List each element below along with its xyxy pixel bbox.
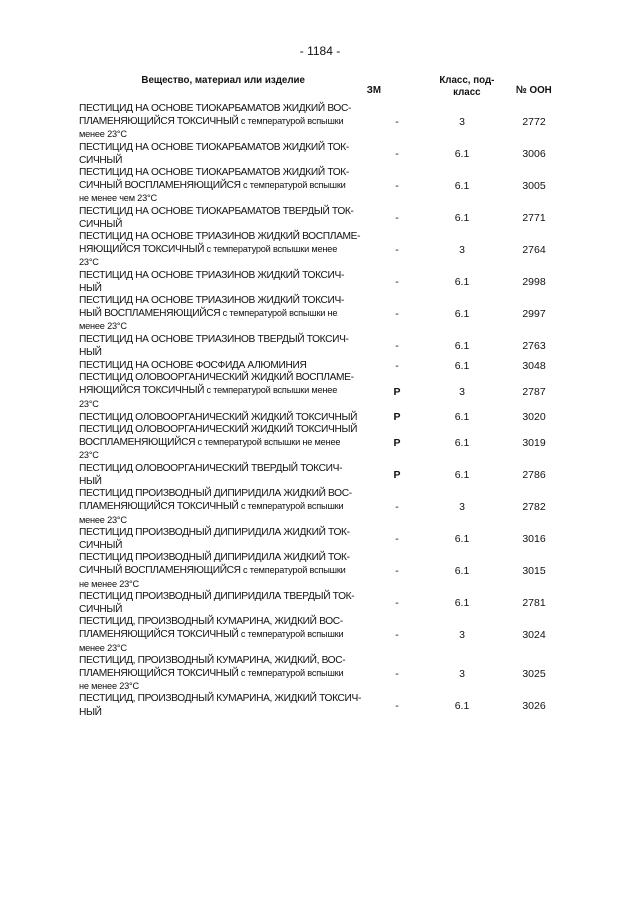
substance-note: с температурой вспышки менее 23°C bbox=[79, 501, 344, 525]
class-cell: 6.1 bbox=[454, 212, 470, 225]
table-row bbox=[79, 206, 619, 231]
un-number-cell: 3016 bbox=[522, 533, 546, 546]
class-cell: 6.1 bbox=[454, 469, 470, 482]
substance-cell bbox=[79, 655, 369, 694]
class-cell: 6.1 bbox=[454, 411, 470, 424]
marine-pollutant-cell: - bbox=[395, 340, 399, 353]
class-cell: 6.1 bbox=[454, 359, 470, 372]
class-cell: 3 bbox=[459, 244, 465, 257]
substance-table bbox=[79, 103, 619, 719]
un-number-cell: 3048 bbox=[522, 359, 546, 372]
un-number-cell: 2763 bbox=[522, 340, 546, 353]
marine-pollutant-cell: - bbox=[395, 501, 399, 514]
substance-name: ПЕСТИЦИД НА ОСНОВЕ ТИОКАРБАМАТОВ ЖИДКИЙ ВОС- ПЛАМЕНЯЮЩИЙСЯ ТОКСИЧНЫЙ bbox=[79, 103, 352, 128]
substance-name: ПЕСТИЦИД НА ОСНОВЕ ТИОКАРБАМАТОВ ТВЕРДЫЙ ТОК- СИЧНЫЙ bbox=[79, 205, 354, 230]
class-cell: 3 bbox=[459, 116, 465, 129]
substance-cell bbox=[79, 359, 369, 372]
substance-name: ПЕСТИЦИД НА ОСНОВЕ ТРИАЗИНОВ ЖИДКИЙ ТОКСИЧ- НЫЙ ВОСПЛАМЕНЯЮЩИЙСЯ bbox=[79, 295, 344, 320]
substance-name: ПЕСТИЦИД НА ОСНОВЕ ТРИАЗИНОВ ЖИДКИЙ ТОКСИЧ- НЫЙ bbox=[79, 269, 344, 294]
table-row bbox=[79, 424, 619, 463]
class-cell: 6.1 bbox=[454, 565, 470, 578]
un-number-cell: 3026 bbox=[522, 700, 546, 713]
substance-cell bbox=[79, 488, 369, 527]
class-cell: 6.1 bbox=[454, 276, 470, 289]
table-row bbox=[79, 334, 619, 359]
class-cell: 6.1 bbox=[454, 533, 470, 546]
header-substance: Вещество, материал или изделие bbox=[141, 74, 305, 86]
substance-name: ПЕСТИЦИД, ПРОИЗВОДНЫЙ КУМАРИНА, ЖИДКИЙ, ВОС- ПЛАМЕНЯЮЩИЙСЯ ТОКСИЧНЫЙ bbox=[79, 654, 346, 679]
page-number: - 1184 - bbox=[299, 44, 341, 58]
marine-pollutant-cell: - bbox=[395, 148, 399, 161]
class-cell: 3 bbox=[459, 629, 465, 642]
substance-name: ПЕСТИЦИД, ПРОИЗВОДНЫЙ КУМАРИНА, ЖИДКИЙ ВОС- ПЛАМЕНЯЮЩИЙСЯ ТОКСИЧНЫЙ bbox=[79, 616, 343, 641]
class-cell: 6.1 bbox=[454, 700, 470, 713]
table-row bbox=[79, 142, 619, 167]
substance-cell bbox=[79, 411, 369, 424]
table-row bbox=[79, 295, 619, 334]
un-number-cell: 3015 bbox=[522, 565, 546, 578]
un-number-cell: 3024 bbox=[522, 629, 546, 642]
marine-pollutant-cell: - bbox=[395, 276, 399, 289]
table-row bbox=[79, 411, 619, 424]
substance-note: с температурой вспышки менее 23°C bbox=[79, 116, 344, 140]
table-row bbox=[79, 693, 619, 718]
substance-name: ПЕСТИЦИД НА ОСНОВЕ ТИОКАРБАМАТОВ ЖИДКИЙ ТОК- СИЧНЫЙ ВОСПЛАМЕНЯЮЩИЙСЯ bbox=[79, 167, 349, 192]
marine-pollutant-cell: - bbox=[395, 533, 399, 546]
un-number-cell: 2772 bbox=[522, 116, 546, 129]
un-number-cell: 2764 bbox=[522, 244, 546, 257]
substance-name: ПЕСТИЦИД ПРОИЗВОДНЫЙ ДИПИРИДИЛА ЖИДКИЙ ВОС- ПЛАМЕНЯЮЩИЙСЯ ТОКСИЧНЫЙ bbox=[79, 488, 352, 513]
marine-pollutant-cell: - bbox=[395, 565, 399, 578]
substance-name: ПЕСТИЦИД ОЛОВООРГАНИЧЕСКИЙ ЖИДКИЙ ВОСПЛАМЕ- НЯЮЩИЙСЯ ТОКСИЧНЫЙ bbox=[79, 372, 354, 397]
substance-name: ПЕСТИЦИД ОЛОВООРГАНИЧЕСКИЙ ЖИДКИЙ ТОКСИЧНЫЙ ВОСПЛАМЕНЯЮЩИЙСЯ bbox=[79, 424, 358, 449]
substance-name: ПЕСТИЦИД НА ОСНОВЕ ТИОКАРБАМАТОВ ЖИДКИЙ ТОК- СИЧНЫЙ bbox=[79, 141, 349, 166]
substance-cell bbox=[79, 142, 369, 167]
class-cell: 6.1 bbox=[454, 180, 470, 193]
un-number-cell: 3006 bbox=[522, 148, 546, 161]
header-class: Класс, под- класс bbox=[439, 74, 495, 98]
table-row bbox=[79, 488, 619, 527]
class-cell: 6.1 bbox=[454, 148, 470, 161]
header-marine-pollutant: ЗМ bbox=[366, 84, 381, 96]
class-cell: 6.1 bbox=[454, 308, 470, 321]
table-row bbox=[79, 463, 619, 488]
un-number-cell: 2787 bbox=[522, 385, 546, 398]
un-number-cell: 3019 bbox=[522, 437, 546, 450]
substance-note: с температурой вспышки не менее 23°C bbox=[79, 437, 341, 461]
un-number-cell: 2771 bbox=[522, 212, 546, 225]
substance-cell bbox=[79, 167, 369, 206]
class-cell: 6.1 bbox=[454, 437, 470, 450]
substance-note: с температурой вспышки менее 23°C bbox=[79, 385, 338, 409]
substance-name: ПЕСТИЦИД НА ОСНОВЕ ТРИАЗИНОВ ЖИДКИЙ ВОСПЛАМЕ- НЯЮЩИЙСЯ ТОКСИЧНЫЙ bbox=[79, 231, 361, 256]
un-number-cell: 2997 bbox=[522, 308, 546, 321]
marine-pollutant-cell: P bbox=[393, 437, 401, 450]
substance-cell bbox=[79, 552, 369, 591]
table-row bbox=[79, 167, 619, 206]
un-number-cell: 2998 bbox=[522, 276, 546, 289]
substance-name: ПЕСТИЦИД ОЛОВООРГАНИЧЕСКИЙ ТВЕРДЫЙ ТОКСИЧ- НЫЙ bbox=[79, 462, 343, 487]
substance-name: ПЕСТИЦИД ПРОИЗВОДНЫЙ ДИПИРИДИЛА ЖИДКИЙ ТОК- СИЧНЫЙ ВОСПЛАМЕНЯЮЩИЙСЯ bbox=[79, 552, 350, 577]
marine-pollutant-cell: - bbox=[395, 668, 399, 681]
substance-name: ПЕСТИЦИД ПРОИЗВОДНЫЙ ДИПИРИДИЛА ЖИДКИЙ ТОК- СИЧНЫЙ bbox=[79, 526, 350, 551]
marine-pollutant-cell: P bbox=[393, 385, 401, 398]
substance-note: с температурой вспышки не менее 23°C bbox=[79, 565, 346, 589]
table-row bbox=[79, 616, 619, 655]
class-cell: 3 bbox=[459, 501, 465, 514]
un-number-cell: 3020 bbox=[522, 411, 546, 424]
substance-cell bbox=[79, 231, 369, 270]
marine-pollutant-cell: P bbox=[393, 411, 401, 424]
substance-name: ПЕСТИЦИД НА ОСНОВЕ ТРИАЗИНОВ ТВЕРДЫЙ ТОКСИЧ- НЫЙ bbox=[79, 333, 349, 358]
marine-pollutant-cell: - bbox=[395, 359, 399, 372]
class-cell: 6.1 bbox=[454, 597, 470, 610]
substance-cell bbox=[79, 295, 369, 334]
marine-pollutant-cell: - bbox=[395, 116, 399, 129]
marine-pollutant-cell: - bbox=[395, 629, 399, 642]
substance-cell bbox=[79, 206, 369, 231]
marine-pollutant-cell: P bbox=[393, 469, 401, 482]
substance-note: с температурой вспышки менее 23°C bbox=[79, 629, 344, 653]
table-row bbox=[79, 270, 619, 295]
substance-cell bbox=[79, 463, 369, 488]
table-row bbox=[79, 655, 619, 694]
table-row bbox=[79, 372, 619, 411]
marine-pollutant-cell: - bbox=[395, 180, 399, 193]
un-number-cell: 3005 bbox=[522, 180, 546, 193]
substance-name: ПЕСТИЦИД ОЛОВООРГАНИЧЕСКИЙ ЖИДКИЙ ТОКСИЧНЫЙ bbox=[79, 411, 358, 423]
substance-note: с температурой вспышки не менее 23°C bbox=[79, 308, 338, 332]
class-cell: 3 bbox=[459, 668, 465, 681]
table-row bbox=[79, 231, 619, 270]
substance-cell bbox=[79, 103, 369, 142]
un-number-cell: 2781 bbox=[522, 597, 546, 610]
substance-cell bbox=[79, 424, 369, 463]
marine-pollutant-cell: - bbox=[395, 700, 399, 713]
table-row bbox=[79, 359, 619, 372]
substance-cell bbox=[79, 270, 369, 295]
substance-cell bbox=[79, 616, 369, 655]
substance-cell bbox=[79, 334, 369, 359]
substance-note: с температурой вспышки не менее 23°C bbox=[79, 667, 344, 692]
table-row bbox=[79, 591, 619, 616]
table-row bbox=[79, 527, 619, 552]
marine-pollutant-cell: - bbox=[395, 597, 399, 610]
class-cell: 6.1 bbox=[454, 340, 470, 353]
substance-cell bbox=[79, 372, 369, 411]
table-header bbox=[0, 74, 595, 104]
class-cell: 3 bbox=[459, 385, 465, 398]
marine-pollutant-cell: - bbox=[395, 212, 399, 225]
un-number-cell: 3025 bbox=[522, 668, 546, 681]
substance-note: с температурой вспышки не менее чем 23°C bbox=[79, 180, 346, 204]
substance-cell bbox=[79, 591, 369, 616]
table-row bbox=[79, 552, 619, 591]
substance-name: ПЕСТИЦИД, ПРОИЗВОДНЫЙ КУМАРИНА, ЖИДКИЙ ТОКСИЧ- НЫЙ bbox=[79, 693, 362, 718]
substance-note: с температурой вспышки менее 23°C bbox=[79, 244, 338, 268]
substance-cell bbox=[79, 693, 369, 718]
substance-name: ПЕСТИЦИД НА ОСНОВЕ ФОСФИДА АЛЮМИНИЯ bbox=[79, 360, 307, 372]
marine-pollutant-cell: - bbox=[395, 244, 399, 257]
un-number-cell: 2782 bbox=[522, 501, 546, 514]
un-number-cell: 2786 bbox=[522, 469, 546, 482]
marine-pollutant-cell: - bbox=[395, 308, 399, 321]
header-un-number: № ООН bbox=[515, 84, 552, 96]
table-row bbox=[79, 103, 619, 142]
substance-name: ПЕСТИЦИД ПРОИЗВОДНЫЙ ДИПИРИДИЛА ТВЕРДЫЙ ТОК- СИЧНЫЙ bbox=[79, 590, 355, 615]
substance-cell bbox=[79, 527, 369, 552]
